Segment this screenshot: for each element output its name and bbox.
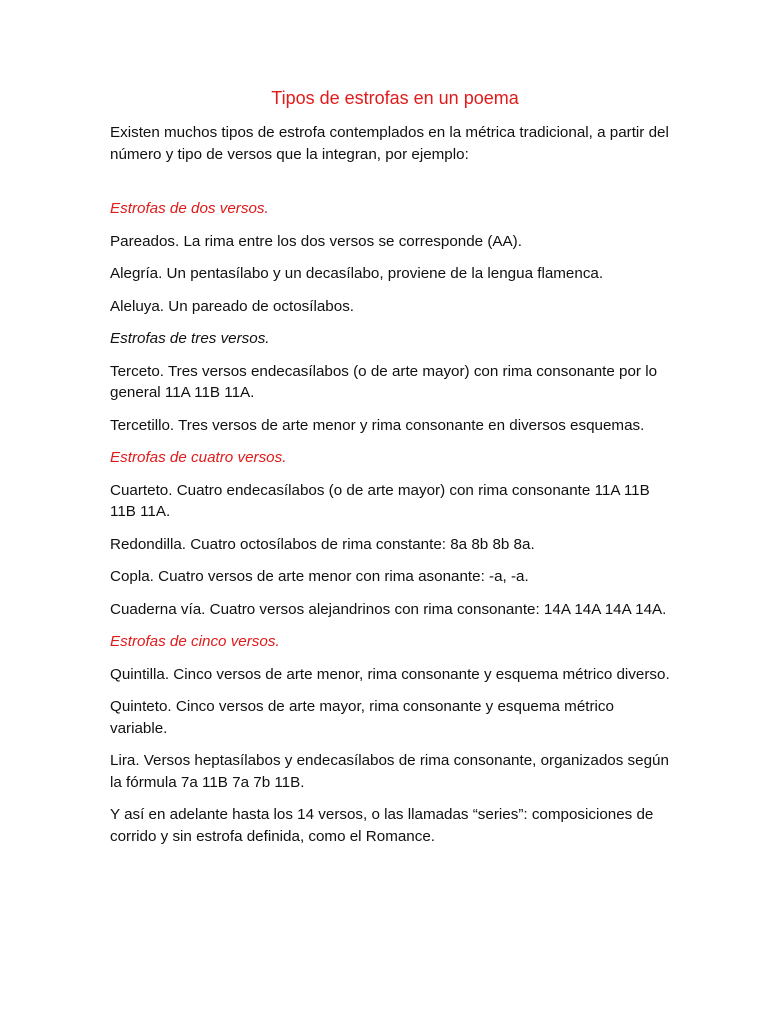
document-body bbox=[110, 85, 670, 847]
entry-copla: Copla. Cuatro versos de arte menor con rima asonante: -a, -a. bbox=[110, 568, 529, 585]
entry-terceto: Terceto. Tres versos endecasílabos (o de arte mayor) con rima consonante por lo general 11A 11B 11A. bbox=[110, 362, 658, 401]
entry-pareados: Pareados. La rima entre los dos versos se corresponde (AA). bbox=[110, 232, 522, 250]
entry-cuarteto: Cuarteto. Cuatro endecasílabos (o de arte mayor) con rima consonante 11A 11B 11B 11A. bbox=[110, 481, 650, 520]
section-heading-five-verses: Estrofas de cinco versos. bbox=[110, 633, 280, 650]
section-heading-three-verses: Estrofas de tres versos. bbox=[110, 330, 270, 347]
entry-redondilla: Redondilla. Cuatro octosílabos de rima constante: 8a 8b 8b 8a. bbox=[110, 535, 535, 553]
entry-alegria: Alegría. Un pentasílabo y un decasílabo, proviene de la lengua flamenca. bbox=[110, 265, 604, 282]
section-heading-four-verses: Estrofas de cuatro versos. bbox=[110, 449, 287, 466]
entry-quintilla: Quintilla. Cinco versos de arte menor, rima consonante y esquema métrico diverso. bbox=[110, 665, 670, 683]
intro-paragraph: Existen muchos tipos de estrofa contemplados en la métrica tradicional, a partir del número y tipo de versos que la integran, por ejemplo: bbox=[110, 124, 669, 163]
document-title: Tipos de estrofas en un poema bbox=[271, 88, 519, 108]
closing-paragraph: Y así en adelante hasta los 14 versos, o las llamadas “series”: composiciones de corrido y sin estrofa definida, como el Romance. bbox=[110, 806, 654, 845]
entry-lira: Lira. Versos heptasílabos y endecasílabos de rima consonante, organizados según la fórmula 7a 11B 7a 7b 11B. bbox=[110, 752, 669, 791]
entry-aleluya: Aleluya. Un pareado de octosílabos. bbox=[110, 297, 355, 315]
entry-quinteto: Quinteto. Cinco versos de arte mayor, rima consonante y esquema métrico variable. bbox=[110, 698, 614, 737]
entry-tercetillo: Tercetillo. Tres versos de arte menor y rima consonante en diversos esquemas. bbox=[110, 416, 645, 434]
entry-cuaderna-via: Cuaderna vía. Cuatro versos alejandrinos con rima consonante: 14A 14A 14A 14A. bbox=[110, 600, 667, 618]
section-heading-two-verses: Estrofas de dos versos. bbox=[110, 200, 269, 217]
